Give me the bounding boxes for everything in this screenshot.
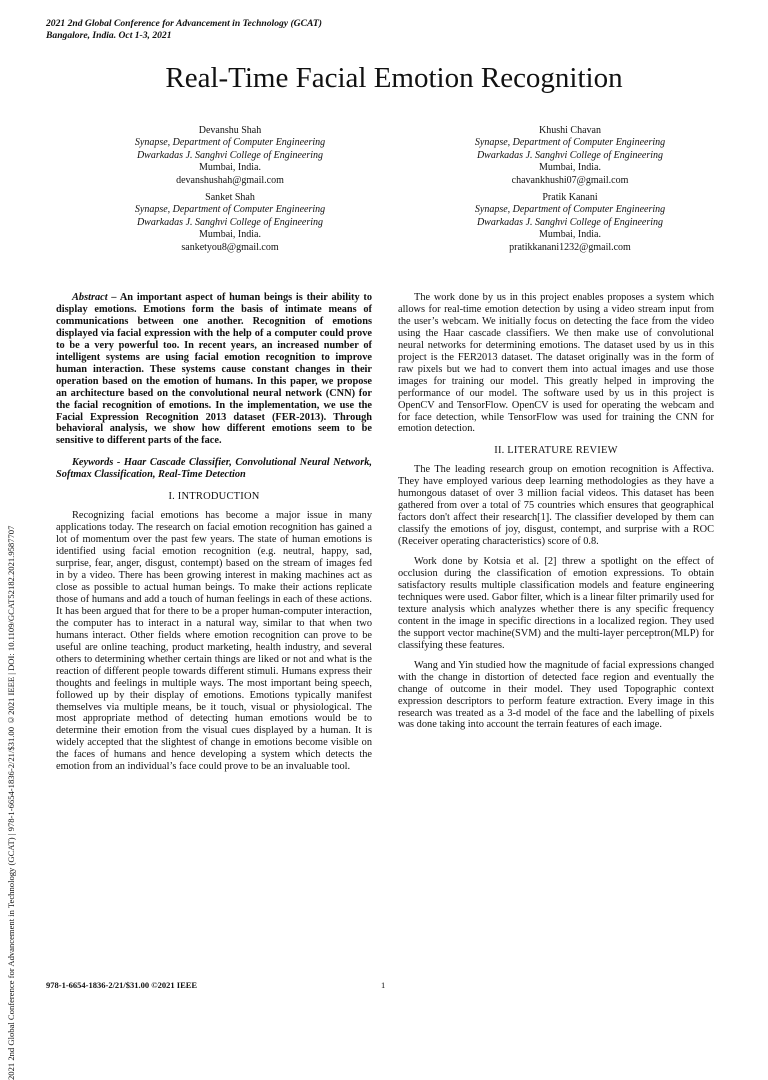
side-citation-text: 2021 2nd Global Conference for Advancement in Technology (GCAT) | 978-1-6654-1836-2/21/$31.00 ©2021 IEEE | DOI: 10.1109/GCAT52182.2021.9587707	[6, 525, 16, 1080]
author-department: Synapse, Department of Computer Engineering	[134, 204, 326, 216]
side-margin-citation	[6, 200, 20, 1080]
author-college: Dwarkadas J. Sanghvi College of Engineering	[136, 216, 324, 228]
author-college: Dwarkadas J. Sanghvi College of Engineering	[136, 149, 324, 161]
author-email: chavankhushi07@gmail.com	[511, 174, 629, 186]
author-department: Synapse, Department of Computer Engineering	[134, 137, 326, 149]
right-column	[398, 292, 714, 731]
author-3	[60, 192, 400, 254]
author-city: Mumbai, India.	[539, 162, 601, 174]
author-city: Mumbai, India.	[539, 229, 601, 241]
author-college: Dwarkadas J. Sanghvi College of Engineering	[476, 149, 664, 161]
author-2	[400, 125, 740, 187]
keywords: Keywords - Haar Cascade Classifier, Convolutional Neural Network, Softmax Classification, Real-Time Detection	[56, 457, 372, 481]
author-city: Mumbai, India.	[199, 162, 261, 174]
author-email: pratikkanani1232@gmail.com	[509, 241, 631, 253]
author-college: Dwarkadas J. Sanghvi College of Engineering	[476, 216, 664, 228]
author-city: Mumbai, India.	[199, 229, 261, 241]
author-block	[60, 125, 740, 254]
literature-review-heading: II. LITERATURE REVIEW	[494, 445, 618, 457]
paper-title: Real-Time Facial Emotion Recognition	[165, 62, 623, 94]
literature-paragraph: The The leading research group on emotion recognition is Affectiva. They have employed various deep learning methodologies as they have a humongous dataset of over 3 million facial videos. This dataset has been gathered from over a total of 75 countries which ensures that geographical factors don't affect their research[1]. The classifier developed by them can classify the emotions of joy, disgust, contempt, and surprise with a ROC (Receiver operating characteristics) score of 0.8.	[398, 464, 714, 548]
footer-isbn: 978-1-6654-1836-2/21/$31.00 ©2021 IEEE	[46, 980, 198, 990]
abstract-text: An important aspect of human beings is their ability to display emotions. Emotions form the basis of intimate means of communications between one another. Recognition of emotions displayed via facial expression with the help of a computer could prove to be a very powerful too. In recent years, an increased number of intelligent systems are using facial emotion recognition to improve human interaction. These systems cause constant changes in their operation based on the emotion of humans. In this paper, we propose an architecture based on the convolutional neural network (CNN) for the facial recognition of emotions. In the implementation, we use the Facial Expression Recognition 2013 dataset (FER-2013). Through behavioral analysis, we show how different emotions seem to be sensitive to different parts of the face.	[56, 292, 373, 447]
conference-header	[46, 18, 322, 42]
intro-continuation-paragraph: The work done by us in this project enables proposes a system which allows for real-time emotion detection by using a video stream input from the user’s webcam. We initially focus on detecting the face from the video using the Haar cascade classifiers. We then make use of convolutional neural networks for determining emotions. The dataset used by us in this project is the FER2013 dataset. The dataset originally was in the form of raw pixels but we had to convert them into actual images and use those images for training our model. This greatly helped in improving the performance of our model. The software used by us in this project is OpenCV and TensorFlow. OpenCV is used for operating the webcam and for face detection, while TensorFlow was used for training the CNN for emotion detection.	[398, 292, 714, 435]
conference-name: 2021 2nd Global Conference for Advancement in Technology (GCAT)	[46, 18, 322, 29]
author-name: Pratik Kanani	[542, 192, 598, 204]
author-name: Khushi Chavan	[539, 125, 601, 136]
conference-location-date: Bangalore, India. Oct 1-3, 2021	[46, 30, 172, 41]
author-email: sanketyou8@gmail.com	[181, 241, 279, 253]
literature-paragraph: Work done by Kotsia et al. [2] threw a spotlight on the effect of occlusion during the classification of emotion expressions. To obtain satisfactory results multiple classification models and feature engineering techniques were used. Gabor filter, which is a linear filter primarily used for texture analysis which analyzes whether there is any specific frequency content in the image in specific directions in a localized region. They used the support vector machine(SVM) and the multi-layer perceptron(MLP) for classifying these features.	[398, 556, 714, 651]
literature-paragraph: Wang and Yin studied how the magnitude of facial expressions changed with the change in distortion of detected face region and eventually the change of outcome in their model. They used Topographic context expression descriptors to perform feature extraction. Every image in this research was treated as a 3-d model of the face and the labelling of pixels was done taking into account the terrain features of each image.	[398, 659, 714, 731]
author-1	[60, 125, 400, 187]
page-number: 1	[381, 980, 386, 990]
author-name: Devanshu Shah	[198, 125, 262, 136]
author-4	[400, 192, 740, 254]
author-department: Synapse, Department of Computer Engineering	[474, 204, 666, 216]
intro-heading: I. INTRODUCTION	[168, 491, 260, 503]
author-email: devanshushah@gmail.com	[176, 174, 284, 186]
abstract-label: Abstract –	[72, 292, 117, 303]
left-column	[56, 292, 372, 773]
author-department: Synapse, Department of Computer Engineering	[474, 137, 666, 149]
abstract	[56, 292, 372, 447]
intro-paragraph: Recognizing facial emotions has become a major issue in many applications today. The research on facial emotion recognition has gained a lot of momentum over the past few years. The state of human emotions is identified using facial emotion recognition (e.g. neutral, happy, sad, surprise, fear, anger, disgust, contempt) based on the stream of images fed in by a video. There has been growing interest in making machines act as close as possible to actual human beings. To make their actions replicate those of humans and add a touch of human feelings in each of these actions. It has been argued that for there to be a proper human-computer interaction, the computer has to interact in a natural way, similar to that when two humans interact. Other fields where emotion recognition can prove to be useful are online teaching, product marketing, health industry, and several others to determining whether certain things are liked or not and what is the reaction of different people towards different stimuli. Humans express their thoughts and feelings in multiple ways. The most important being speech, followed up by their display of emotions. Emotions typically manifest themselves via multiple means, be it touch, visual or physiological. The most appropriate method of detecting human emotions would be to determine their emotion from the visual cues displayed by a human. It is widely accepted that the slightest of change in emotions become visible on the faces of humans and hence developing a system which detects the emotion from an individual’s face could prove to be an invaluable tool.	[56, 510, 372, 773]
author-name: Sanket Shah	[205, 192, 255, 204]
